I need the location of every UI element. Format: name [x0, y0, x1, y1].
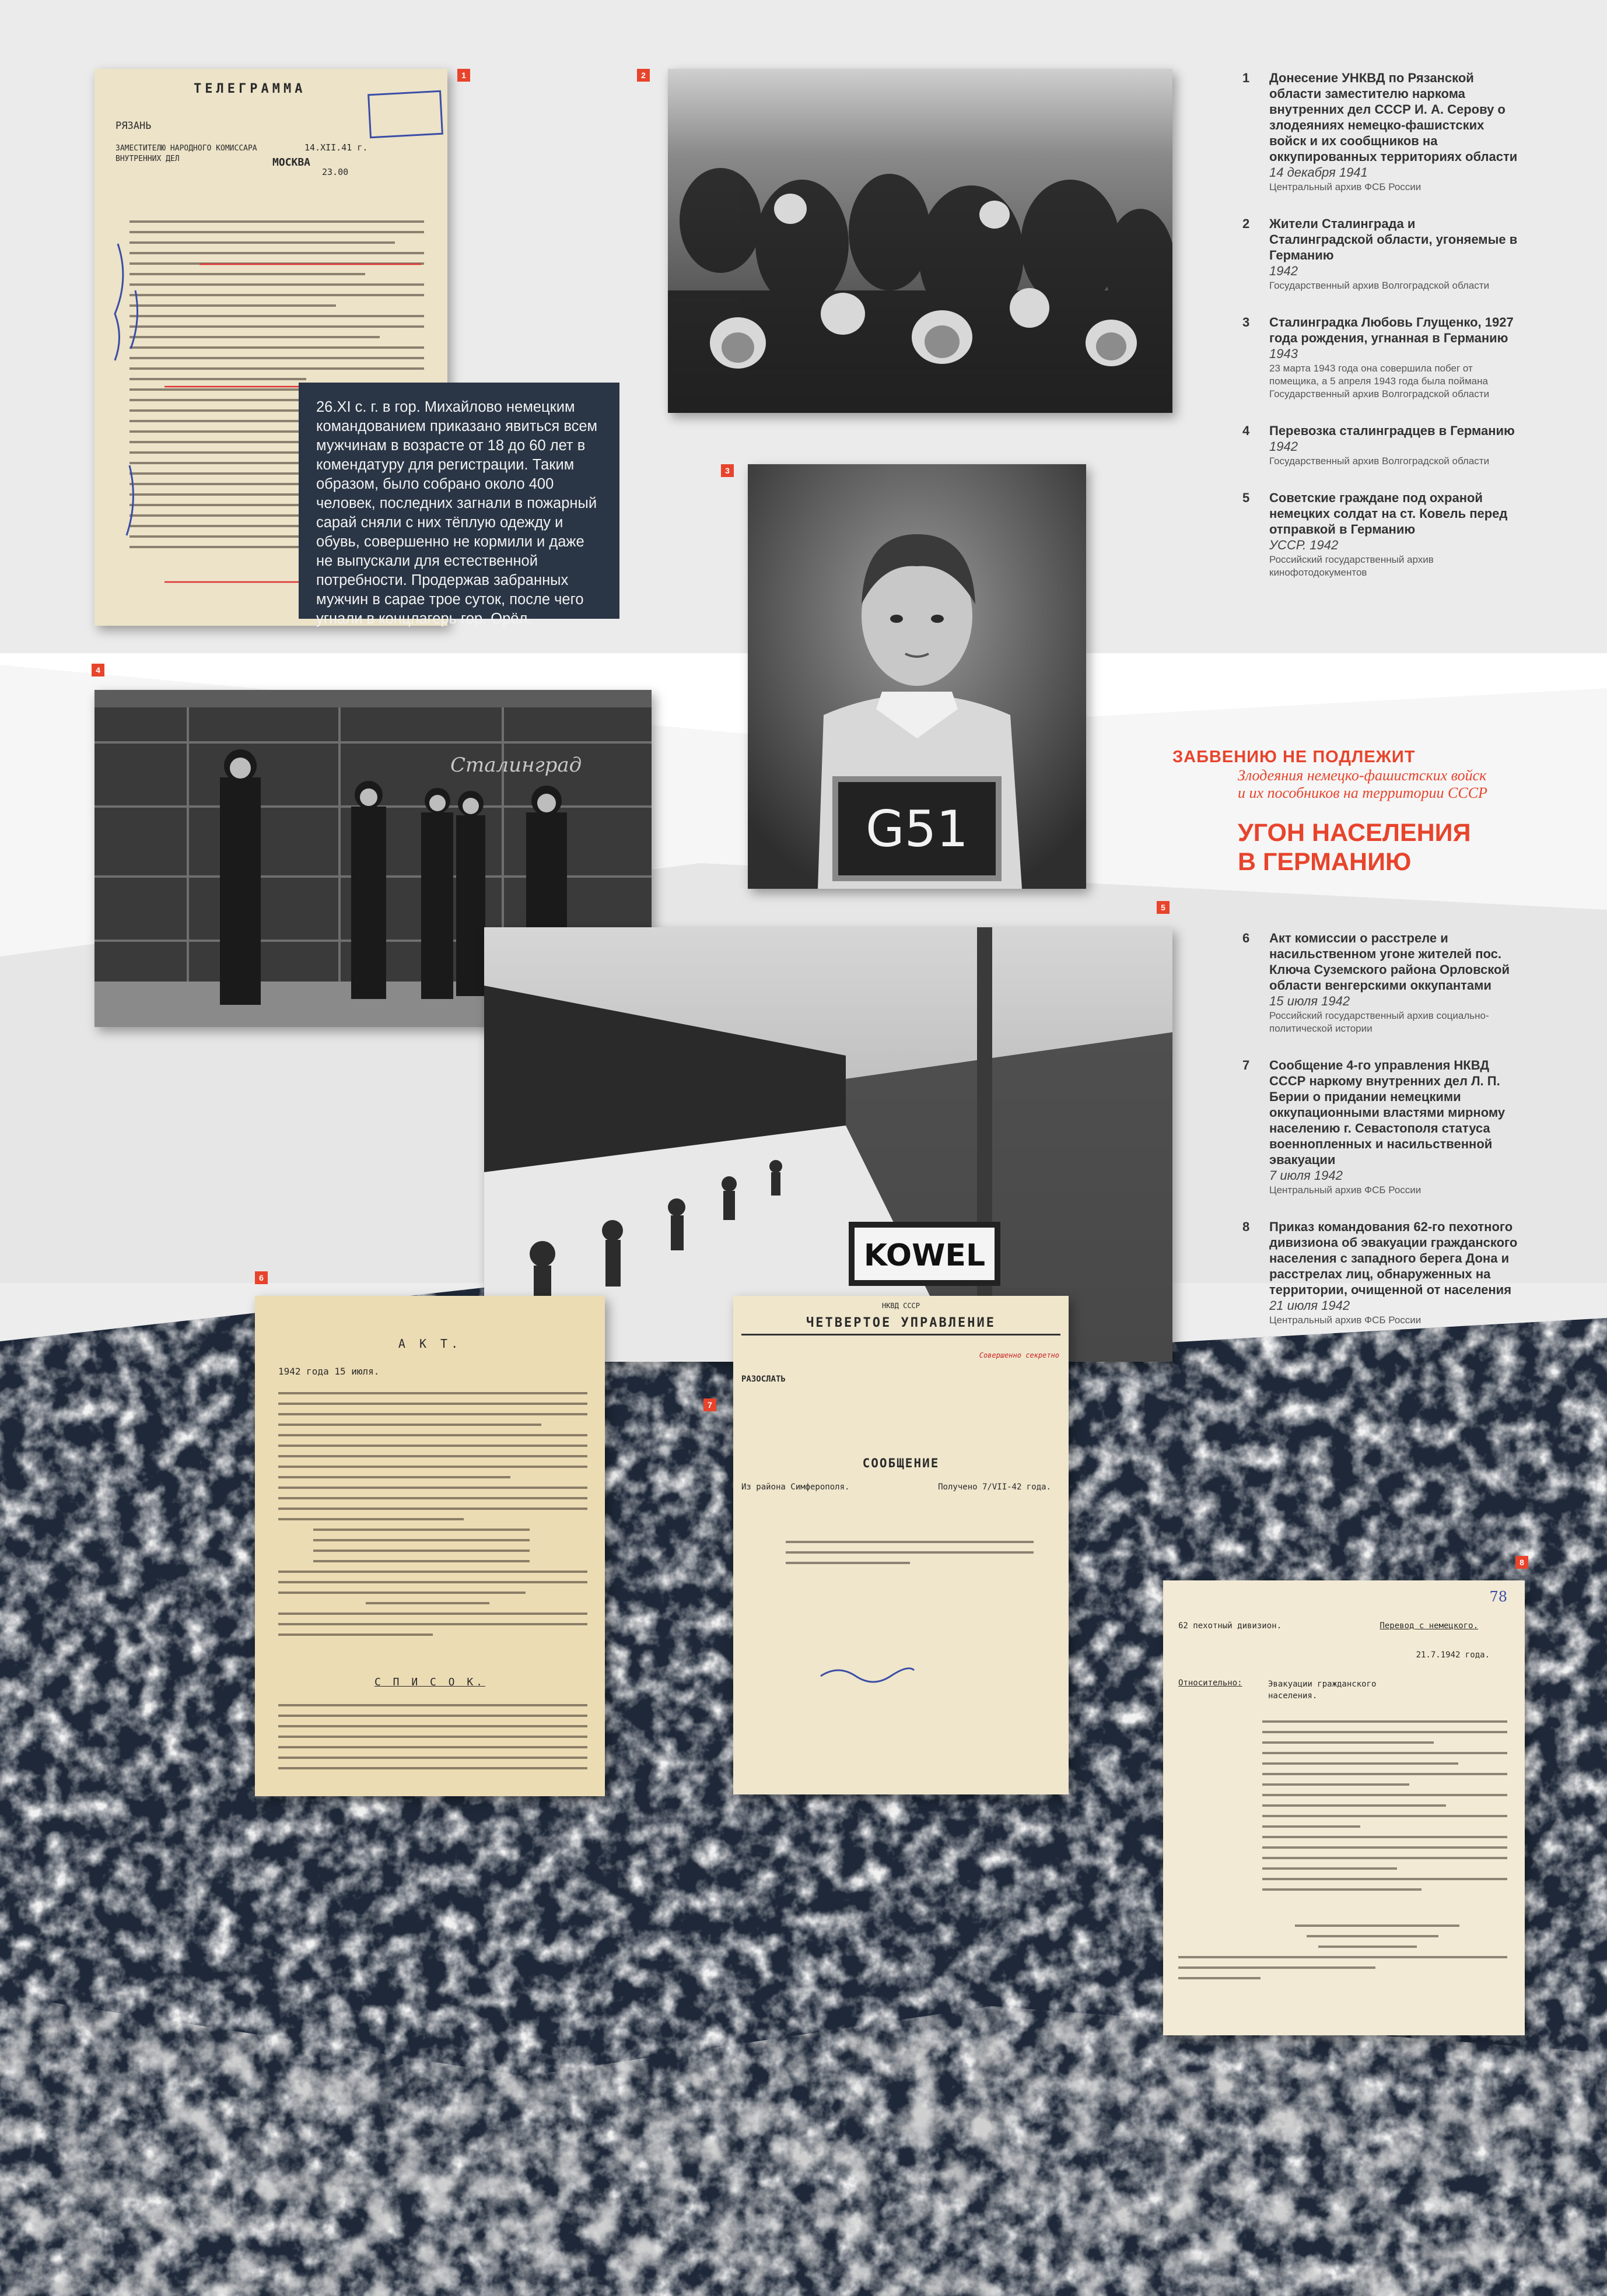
photo-2-crowd — [668, 69, 1172, 413]
telegram-city: РЯЗАНЬ — [115, 120, 152, 132]
caption-title: Жители Сталинграда и Сталинградской области, угоняемые в Германию — [1269, 216, 1518, 262]
captions-top — [1242, 70, 1522, 601]
caption-number: 7 — [1242, 1058, 1250, 1072]
title-subtitle-2: и их пособников на территории СССР — [1238, 784, 1487, 801]
order-text-lines — [1262, 1720, 1507, 1899]
captions-bottom — [1242, 930, 1522, 1349]
act-text-lines — [278, 1392, 587, 1644]
title-main-2: В ГЕРМАНИЮ — [1238, 848, 1412, 876]
caption-archive: Центральный архив ФСБ России — [1269, 1314, 1422, 1326]
report-signature — [733, 1296, 1069, 1794]
caption-number: 8 — [1242, 1219, 1250, 1234]
order-unit: 62 пехотный дивизион. — [1178, 1621, 1282, 1631]
report-org: НКВД СССР — [881, 1302, 920, 1310]
caption-item-8 — [1242, 1219, 1522, 1327]
wagon-text: Сталинград — [450, 753, 582, 777]
act-list-lines — [278, 1704, 587, 1778]
caption-title: Акт комиссии о расстреле и насильственном угоне жителей пос. Ключа Суземского района Орловской области венгерскими оккупантами — [1269, 931, 1510, 993]
act-title: А К Т. — [398, 1337, 462, 1351]
caption-item-2 — [1242, 216, 1522, 292]
document-7-report — [733, 1296, 1069, 1794]
badge-1: 1 — [457, 69, 470, 82]
caption-item-1 — [1242, 70, 1522, 194]
telegram-header: ТЕЛЕГРАММА — [194, 82, 306, 96]
caption-title: Донесение УНКВД по Рязанской области заместителю наркома внутренних дел СССР И. А. Серову о злодеяниях немецко-фашистских войск и их сообщников на оккупированных территориях области — [1269, 71, 1518, 164]
telegram-destination: МОСКВА — [272, 156, 311, 169]
badge-6: 6 — [255, 1271, 268, 1284]
title-kicker: ЗАБВЕНИЮ НЕ ПОДЛЕЖИТ — [1172, 748, 1416, 766]
sign-text: KOWEL — [863, 1238, 986, 1273]
report-title: СООБЩЕНИЕ — [862, 1456, 940, 1470]
caption-item-5 — [1242, 490, 1522, 579]
slate-text: G51 — [865, 800, 969, 858]
caption-date: 14 декабря 1941 — [1269, 165, 1368, 180]
caption-title: Сообщение 4-го управления НКВД СССР наркому внутренних дел Л. П. Берии о придании немецкими оккупационными властями мирному населению г. Севастополя статуса военнопленных и насильственной эвакуации — [1269, 1058, 1506, 1167]
photo-3-portrait — [748, 464, 1086, 889]
caption-archive: Центральный архив ФСБ России — [1269, 181, 1422, 192]
caption-number: 4 — [1242, 423, 1250, 438]
caption-date: 1942 — [1269, 264, 1298, 278]
callout-text: 26.XI с. г. в гор. Михайлово немецким командованием приказано явиться всем мужчинам в возрасте от 18 до 60 лет в комендатуру для регистрации. Таким образом, было собрано около 400 человек, последних загнали в пожарный сарай сняли с них тёплую одежду и обувь, совершенно не кормили и даже не выпускали для естественной потребности. Продержав забранных мужчин в сарае трое суток, после чего угнали в концлагерь гор. Орёл. — [316, 399, 598, 627]
document-8-order — [1163, 1580, 1525, 2035]
report-header: ЧЕТВЕРТОЕ УПРАВЛЕНИЕ — [741, 1316, 1060, 1335]
title-subtitle-1: Злодеяния немецко-фашистских войск — [1238, 767, 1487, 784]
photo-2-illustration — [668, 69, 1172, 413]
telegram-date: 14.XII.41 г. — [304, 142, 368, 153]
order-subject: Относительно: — [1178, 1678, 1242, 1688]
order-footer-lines — [1178, 1925, 1507, 1987]
caption-title: Советские граждане под охраной немецких солдат на ст. Ковель перед отправкой в Германию — [1269, 490, 1508, 537]
telegram-time: 23.00 — [322, 167, 349, 177]
caption-note: 23 марта 1943 года она совершила побег от помещика, а 5 апреля 1943 года была поймана — [1269, 363, 1488, 387]
caption-archive: Российский государственный архив кинофотодокументов — [1269, 554, 1434, 578]
title-main-1: УГОН НАСЕЛЕНИЯ — [1238, 819, 1471, 847]
caption-item-3 — [1242, 314, 1522, 401]
caption-number: 6 — [1242, 931, 1250, 945]
photo-3-illustration — [748, 464, 1086, 889]
document-6-act — [255, 1296, 605, 1796]
caption-item-7 — [1242, 1057, 1522, 1197]
caption-date: 1942 — [1269, 439, 1298, 454]
caption-archive: Российский государственный архив социально-политической истории — [1269, 1010, 1489, 1034]
caption-number: 5 — [1242, 490, 1250, 505]
callout-quote — [299, 383, 619, 627]
badge-5: 5 — [1157, 901, 1170, 914]
caption-date: 21 июля 1942 — [1269, 1298, 1350, 1313]
caption-archive: Государственный архив Волгоградской области — [1269, 455, 1490, 467]
caption-date: УССР. 1942 — [1269, 538, 1339, 552]
act-list-title: С П И С О К. — [374, 1676, 486, 1688]
report-stamp: Совершенно секретно — [979, 1351, 1059, 1359]
badge-7: 7 — [703, 1398, 716, 1411]
act-date: 1942 года 15 июля. — [278, 1366, 380, 1377]
caption-archive: Государственный архив Волгоградской области — [1269, 280, 1490, 291]
badge-4: 4 — [92, 664, 104, 676]
order-translation: Перевод с немецкого. — [1380, 1621, 1478, 1631]
caption-title: Приказ командования 62-го пехотного дивизиона об эвакуации гражданского населения с западного берега Дона и расстрелах лиц, обнаруженных на территории, очищенной от населения — [1269, 1219, 1518, 1297]
badge-2: 2 — [637, 69, 650, 82]
caption-number: 1 — [1242, 71, 1250, 85]
caption-date: 15 июля 1942 — [1269, 994, 1350, 1008]
exhibit-title-block — [1172, 748, 1581, 877]
badge-8: 8 — [1515, 1556, 1528, 1569]
caption-number: 2 — [1242, 216, 1250, 231]
caption-number: 3 — [1242, 315, 1250, 329]
caption-item-4 — [1242, 423, 1522, 468]
report-send: РАЗОСЛАТЬ — [741, 1375, 786, 1384]
report-place: Из района Симферополя. — [741, 1482, 850, 1492]
caption-title: Сталинградка Любовь Глущенко, 1927 года рождения, угнанная в Германию — [1269, 315, 1514, 345]
order-subject-text: Эвакуации гражданского населения. — [1268, 1680, 1377, 1701]
badge-3: 3 — [721, 464, 734, 477]
caption-archive: Государственный архив Волгоградской области — [1269, 388, 1490, 399]
caption-date: 1943 — [1269, 346, 1298, 361]
caption-archive: Центральный архив ФСБ России — [1269, 1184, 1422, 1196]
caption-date: 7 июля 1942 — [1269, 1168, 1343, 1183]
order-date: 21.7.1942 года. — [1416, 1650, 1490, 1660]
caption-title: Перевозка сталинградцев в Германию — [1269, 423, 1515, 438]
report-received: Получено 7/VII-42 года. — [938, 1482, 1051, 1492]
caption-item-6 — [1242, 930, 1522, 1035]
telegram-addressee: ЗАМЕСТИТЕЛЮ НАРОДНОГО КОМИССАРА ВНУТРЕННИХ ДЕЛ — [115, 144, 257, 163]
order-page-number: 78 — [1489, 1589, 1507, 1605]
